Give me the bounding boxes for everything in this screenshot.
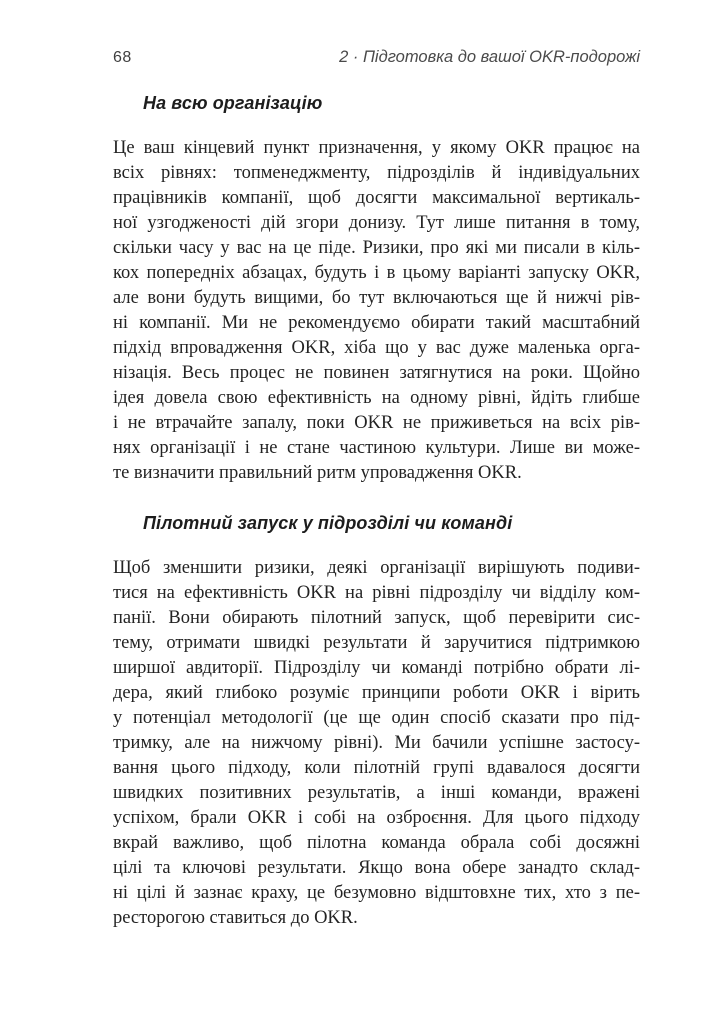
text-line: ної узгодженості дій згори донизу. Тут лише питання в тому, (113, 213, 640, 233)
text-line: панії. Вони обирають пілотний запуск, щоб перевірити сис- (113, 608, 640, 628)
section-heading-pilot-launch: Пілотний запуск у підрозділі чи команді (143, 513, 513, 533)
text-line: ні компанії. Ми не рекомендуємо обирати такий масштабний (113, 313, 640, 333)
section-pilot-launch (113, 513, 640, 931)
text-line: ресторогою ставиться до OKR. (113, 908, 358, 928)
text-line: у потенціал методології (це ще один спосіб сказати про під- (113, 708, 640, 728)
text-line: тему, отримати швидкі результати й заручитися підтримкою (113, 633, 640, 653)
text-line: нях організації і не стане частиною культури. Лише ви може- (113, 438, 640, 458)
text-line: тися на ефективність OKR на рівні підрозділу чи відділу ком- (113, 583, 640, 603)
text-line: успіхом, брали OKR і собі на озброєння. Для цього підходу (113, 808, 640, 828)
text-line: всіх рівнях: топменеджменту, підрозділів й індивідуальних (113, 163, 640, 183)
text-line: вкрай важливо, щоб пілотна команда обрала собі досяжні (113, 833, 640, 853)
paragraph-pilot-launch (113, 556, 640, 931)
page-content (113, 0, 640, 931)
text-line: швидких позитивних результатів, а інші команди, вражені (113, 783, 640, 803)
text-line: працівників компанії, щоб досягти максимальної вертикаль- (113, 188, 640, 208)
running-header-title: 2 · Підготовка до вашої OKR-подорожі (339, 48, 640, 66)
section-heading-whole-organization: На всю організацію (143, 93, 323, 113)
text-line: кох попередніх абзацах, будуть і в цьому варіанті запуску OKR, (113, 263, 640, 283)
text-line: але вони будуть вищими, бо тут включаються ще й нижчі рів- (113, 288, 640, 308)
page-number: 68 (113, 49, 132, 66)
text-line: Щоб зменшити ризики, деякі організації вирішують подиви- (113, 558, 640, 578)
paragraph-whole-organization (113, 136, 640, 486)
text-line: ні цілі й зазнає краху, це безумовно відштовхне тих, хто з пе- (113, 883, 640, 903)
text-line: вання цього підходу, коли пілотній групі вдавалося досягти (113, 758, 640, 778)
text-line: те визначити правильний ритм упровадження OKR. (113, 463, 522, 483)
text-line: Це ваш кінцевий пункт призначення, у якому OKR працює на (113, 138, 640, 158)
text-line: ширшої авдиторії. Підрозділу чи команді потрібно обрати лі- (113, 658, 640, 678)
text-line: ідея довела свою ефективність на одному рівні, йдіть глибше (113, 388, 640, 408)
text-line: нізація. Весь процес не повинен затягнутися на роки. Щойно (113, 363, 640, 383)
text-line: дера, який глибоко розуміє принципи роботи OKR і вірить (113, 683, 640, 703)
text-line: і не втрачайте запалу, поки OKR не приживеться на всіх рів- (113, 413, 640, 433)
text-line: цілі та ключові результати. Якщо вона обере занадто склад- (113, 858, 640, 878)
text-line: підхід впровадження OKR, хіба що у вас дуже маленька орга- (113, 338, 640, 358)
text-line: тримку, але на нижчому рівні). Ми бачили успішне застосу- (113, 733, 640, 753)
section-whole-organization (113, 93, 640, 486)
text-line: скільки часу у вас на це піде. Ризики, про які ми писали в кіль- (113, 238, 640, 258)
